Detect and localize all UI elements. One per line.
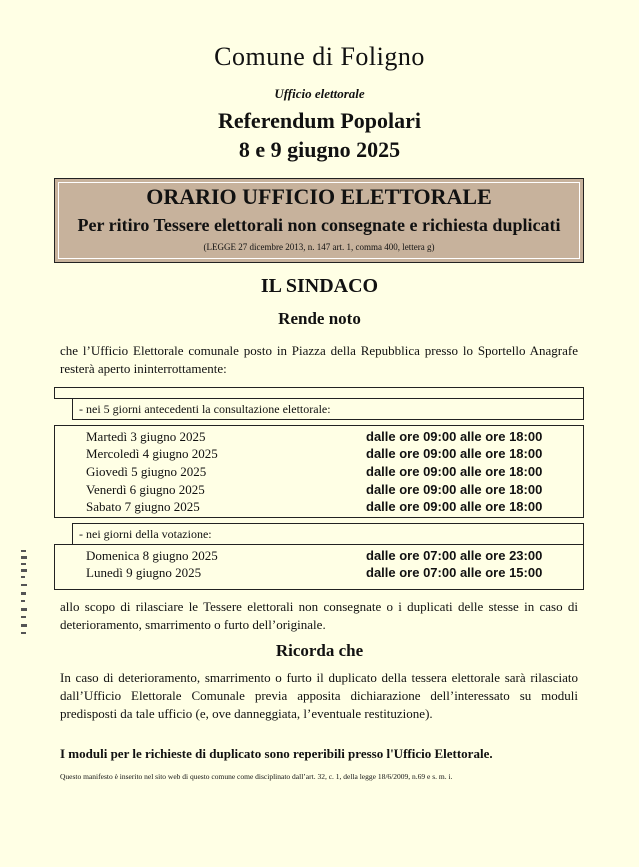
hours-row: dalle ore 07:00 alle ore 15:00 [366, 565, 543, 580]
hours-row: dalle ore 09:00 alle ore 18:00 [366, 464, 543, 479]
hours-row: dalle ore 09:00 alle ore 18:00 [366, 446, 543, 461]
hours-row: dalle ore 09:00 alle ore 18:00 [366, 482, 543, 497]
day-row: Domenica 8 giugno 2025 [86, 548, 218, 563]
announces-heading: Rende noto [278, 309, 361, 328]
before-label: - nei 5 giorni antecedenti la consultazione elettorale: [79, 402, 331, 416]
day-row: Venerdì 6 giugno 2025 [86, 482, 205, 497]
day-row: Martedì 3 giugno 2025 [86, 429, 206, 444]
banner-title: ORARIO UFFICIO ELETTORALE [146, 184, 492, 209]
banner-law-reference: (LEGGE 27 dicembre 2013, n. 147 art. 1, comma 400, lettera g) [203, 242, 435, 252]
remember-paragraph: In caso di deterioramento, smarrimento o furto il duplicato della tessera elettorale sarà rilasciato dall’Ufficio Elettorale Comunale previa apposita dichiarazione dell’interessato su moduli predisposti da tale ufficio (e, ove danneggiata, l’eventuale restituzione). [60, 670, 578, 721]
referendum-title: Referendum Popolari [217, 108, 422, 133]
banner-subtitle: Per ritiro Tessere elettorali non consegnate e richiesta duplicati [77, 215, 561, 235]
day-row: Lunedì 9 giugno 2025 [86, 565, 202, 580]
referendum-dates: 8 e 9 giugno 2025 [238, 137, 401, 162]
before-label-box [72, 398, 584, 420]
hours-banner [54, 178, 584, 263]
mayor-heading: IL SINDACO [260, 275, 379, 297]
hours-row: dalle ore 09:00 alle ore 18:00 [366, 499, 543, 514]
voting-label-box [72, 523, 584, 545]
intro-paragraph: che l’Ufficio Elettorale comunale posto in Piazza della Repubblica presso lo Sportello Anagrafe resterà aperto ininterrottamente: [60, 343, 578, 376]
voting-label: - nei giorni della votazione: [79, 527, 212, 541]
hours-row: dalle ore 09:00 alle ore 18:00 [366, 429, 543, 444]
office-name: Ufficio elettorale [274, 86, 365, 101]
side-stamp-mark [18, 548, 30, 638]
hours-row: dalle ore 07:00 alle ore 23:00 [366, 548, 543, 563]
website-footnote: Questo manifesto è inserito nel sito web di questo comune come disciplinato dall’art. 32, c. 1, della legge 18/6/2009, n.69 e s. m. i. [60, 772, 453, 781]
day-row: Sabato 7 giugno 2025 [86, 499, 200, 514]
town-name: Comune di Foligno [214, 42, 425, 71]
purpose-paragraph: allo scopo di rilasciare le Tessere elettorali non consegnate o i duplicati delle stesse in caso di deterioramento, smarrimento o furto dell’originale. [60, 599, 578, 632]
day-row: Giovedì 5 giugno 2025 [86, 464, 207, 479]
remember-heading: Ricorda che [275, 641, 364, 660]
modules-note: I moduli per le richieste di duplicato sono reperibili presso l'Ufficio Elettorale. [60, 746, 493, 761]
day-row: Mercoledì 4 giugno 2025 [86, 446, 218, 461]
